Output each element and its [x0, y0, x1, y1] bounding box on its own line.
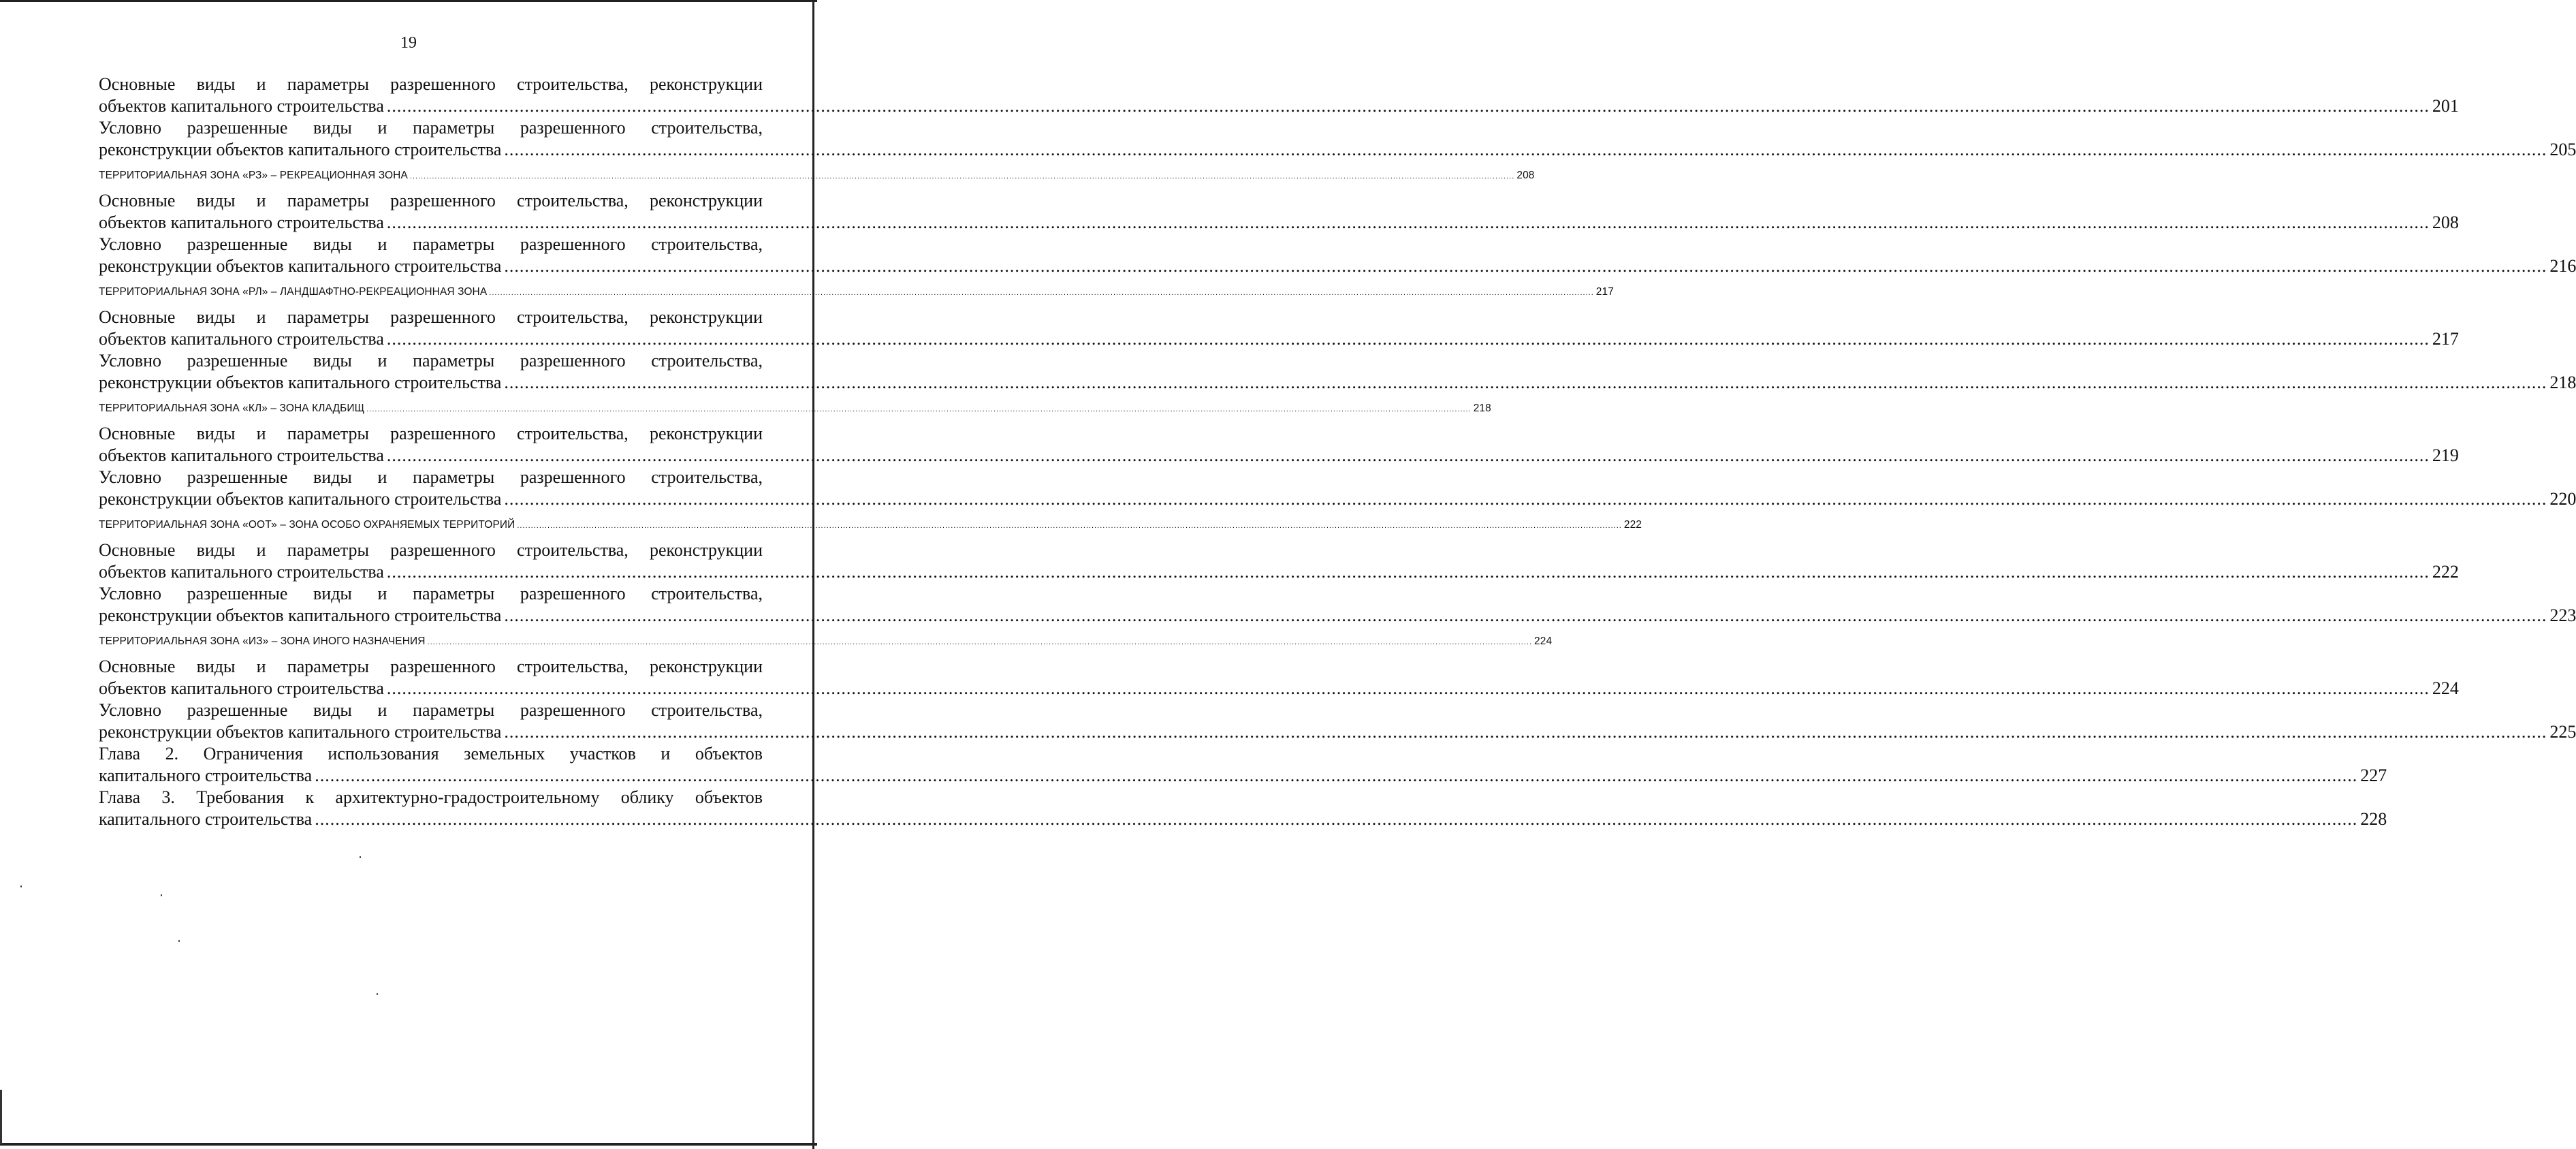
toc-dot-leader: ................................................................................................................................................................................................................................................................................................................................................................................................................ [504, 722, 2547, 742]
toc-zone-title: ТЕРРИТОРИАЛЬНАЯ ЗОНА «РЗ» – РЕКРЕАЦИОННАЯ ЗОНА [99, 170, 408, 181]
toc-entry-title-line2-row [99, 328, 2459, 350]
toc-page-number: 217 [1595, 286, 1614, 298]
toc-entry-title-line2: реконструкции объектов капитального строительства [99, 605, 502, 625]
toc-entry-title-line2-row [99, 445, 2459, 467]
toc-entry-title-line2-row [99, 372, 2576, 394]
toc-entry[interactable] [99, 583, 2576, 627]
toc-page-number: 208 [2432, 213, 2459, 232]
toc-entry-title-line1: Условно разрешенные виды и параметры разрешенного строительства, [99, 700, 763, 720]
toc-page-number: 218 [1473, 403, 1491, 414]
toc-entry-title-line2-row [99, 488, 2576, 510]
toc-entry-title-line1: Основные виды и параметры разрешенного строительства, реконструкции [99, 657, 763, 676]
toc-entry[interactable] [99, 656, 2459, 699]
toc-zone-heading[interactable] [99, 518, 1642, 533]
toc-dot-leader: ................................................................................................................................................................................................................................................................................................................................................................................................................ [489, 289, 1594, 297]
toc-entry-title-line2-row [99, 765, 2387, 787]
scan-speck [161, 894, 162, 896]
toc-dot-leader: ................................................................................................................................................................................................................................................................................................................................................................................................................ [517, 522, 1622, 530]
toc-page-number: 228 [2360, 809, 2387, 829]
toc-entry[interactable] [99, 350, 2576, 394]
toc-entry-title-line1: Основные виды и параметры разрешенного строительства, реконструкции [99, 74, 763, 94]
toc-page-number: 208 [1516, 170, 1535, 181]
scan-speck [377, 993, 378, 995]
toc-entry-title-line2: реконструкции объектов капитального строительства [99, 140, 502, 159]
toc-entry[interactable] [99, 423, 2459, 467]
toc-dot-leader: ................................................................................................................................................................................................................................................................................................................................................................................................................ [504, 140, 2547, 159]
toc-entry-title-line2-row [99, 678, 2459, 699]
toc-entry-title-line1: Основные виды и параметры разрешенного строительства, реконструкции [99, 307, 763, 327]
toc-dot-leader: ................................................................................................................................................................................................................................................................................................................................................................................................................ [386, 678, 2430, 698]
scan-border-top [0, 0, 817, 2]
toc-dot-leader: ................................................................................................................................................................................................................................................................................................................................................................................................................ [504, 489, 2547, 509]
toc-entry-title-line2: объектов капитального строительства [99, 96, 384, 116]
toc-entry-title-line1: Условно разрешенные виды и параметры разрешенного строительства, [99, 467, 763, 487]
toc-dot-leader: ................................................................................................................................................................................................................................................................................................................................................................................................................ [315, 809, 2358, 829]
scan-speck [178, 940, 180, 942]
toc-entry-title-line2-row [99, 561, 2459, 583]
toc-page-number: 217 [2432, 329, 2459, 349]
toc-entry[interactable] [99, 539, 2459, 583]
toc-entry[interactable] [99, 74, 2459, 117]
toc-zone-title: ТЕРРИТОРИАЛЬНАЯ ЗОНА «ООТ» – ЗОНА ОСОБО ОХРАНЯЕМЫХ ТЕРРИТОРИЙ [99, 519, 515, 531]
toc-page-number: 220 [2549, 489, 2576, 509]
toc-entry[interactable] [99, 787, 2387, 830]
toc-zone-heading[interactable] [99, 169, 1535, 183]
toc-zone-heading[interactable] [99, 402, 1491, 416]
toc-entry-title-line1: Глава 3. Требования к архитектурно-градостроительному облику объектов [99, 787, 763, 807]
scan-speck [360, 856, 361, 858]
toc-entry-title-line1: Основные виды и параметры разрешенного строительства, реконструкции [99, 191, 763, 210]
toc-entry-title-line1: Условно разрешенные виды и параметры разрешенного строительства, [99, 584, 763, 603]
scan-speck [20, 885, 22, 887]
toc-dot-leader: ................................................................................................................................................................................................................................................................................................................................................................................................................ [386, 445, 2430, 465]
toc-entry-title-line1: Условно разрешенные виды и параметры разрешенного строительства, [99, 234, 763, 254]
toc-entry-title-line2-row [99, 212, 2459, 234]
toc-entry-title-line2-row [99, 255, 2576, 277]
toc-entry-title-line2: капитального строительства [99, 809, 313, 829]
toc-page-number: 222 [2432, 562, 2459, 582]
toc-dot-leader: ................................................................................................................................................................................................................................................................................................................................................................................................................ [504, 256, 2547, 276]
toc-dot-leader: ................................................................................................................................................................................................................................................................................................................................................................................................................ [386, 562, 2430, 582]
toc-dot-leader: ................................................................................................................................................................................................................................................................................................................................................................................................................ [386, 213, 2430, 232]
toc-entry-title-line2: реконструкции объектов капитального строительства [99, 489, 502, 509]
scan-border-bottom [0, 1143, 817, 1146]
toc-entry-title-line1: Условно разрешенные виды и параметры разрешенного строительства, [99, 118, 763, 138]
toc-zone-heading[interactable] [99, 285, 1614, 300]
toc-entry-title-line2: объектов капитального строительства [99, 445, 384, 465]
toc-entry-title-line2-row [99, 95, 2459, 117]
toc-entry-title-line1: Основные виды и параметры разрешенного строительства, реконструкции [99, 424, 763, 443]
toc-entry-title-line2: объектов капитального строительства [99, 213, 384, 232]
toc-entry[interactable] [99, 117, 2576, 161]
toc-entry-title-line2: реконструкции объектов капитального строительства [99, 256, 502, 276]
toc-dot-leader: ................................................................................................................................................................................................................................................................................................................................................................................................................ [409, 172, 1515, 180]
toc-entry[interactable] [99, 234, 2576, 277]
page-number: 19 [400, 34, 417, 52]
toc-entry-title-line2-row [99, 139, 2576, 161]
toc-entry-title-line2: объектов капитального строительства [99, 678, 384, 698]
toc-dot-leader: ................................................................................................................................................................................................................................................................................................................................................................................................................ [386, 96, 2430, 116]
toc-page-number: 227 [2360, 766, 2387, 785]
toc-dot-leader: ................................................................................................................................................................................................................................................................................................................................................................................................................ [386, 329, 2430, 349]
toc-entry-title-line2-row [99, 605, 2576, 627]
toc-page-number: 222 [1623, 519, 1642, 531]
toc-page-number: 224 [2432, 678, 2459, 698]
toc-page-number: 219 [2432, 445, 2459, 465]
toc-entry-title-line2: объектов капитального строительства [99, 329, 384, 349]
toc-dot-leader: ................................................................................................................................................................................................................................................................................................................................................................................................................ [504, 605, 2547, 625]
toc-entry[interactable] [99, 306, 2459, 350]
toc-entry-title-line2: реконструкции объектов капитального строительства [99, 722, 502, 742]
toc-page-number: 216 [2549, 256, 2576, 276]
toc-dot-leader: ................................................................................................................................................................................................................................................................................................................................................................................................................ [504, 373, 2547, 392]
toc-entry[interactable] [99, 190, 2459, 234]
toc-dot-leader: ................................................................................................................................................................................................................................................................................................................................................................................................................ [427, 638, 1533, 646]
toc-entry-title-line2: объектов капитального строительства [99, 562, 384, 582]
toc-entry-title-line2-row [99, 721, 2576, 743]
toc-entry-title-line1: Глава 2. Ограничения использования земельных участков и объектов [99, 744, 763, 764]
toc-entry[interactable] [99, 699, 2576, 743]
toc-entry-title-line1: Условно разрешенные виды и параметры разрешенного строительства, [99, 351, 763, 371]
scan-border-left [0, 1090, 2, 1144]
toc-page-number: 223 [2549, 605, 2576, 625]
toc-entry[interactable] [99, 743, 2387, 787]
toc-entry-title-line2: реконструкции объектов капитального строительства [99, 373, 502, 392]
toc-entry-title-line2-row [99, 808, 2387, 830]
toc-zone-heading[interactable] [99, 635, 1553, 649]
toc-page-number: 218 [2549, 373, 2576, 392]
toc-zone-title: ТЕРРИТОРИАЛЬНАЯ ЗОНА «РЛ» – ЛАНДШАФТНО-РЕКРЕАЦИОННАЯ ЗОНА [99, 286, 488, 298]
toc-dot-leader: ................................................................................................................................................................................................................................................................................................................................................................................................................ [366, 405, 1472, 413]
table-of-contents [99, 74, 2576, 830]
toc-page-number: 225 [2549, 722, 2576, 742]
toc-zone-title: ТЕРРИТОРИАЛЬНАЯ ЗОНА «ИЗ» – ЗОНА ИНОГО НАЗНАЧЕНИЯ [99, 635, 426, 647]
toc-dot-leader: ................................................................................................................................................................................................................................................................................................................................................................................................................ [315, 766, 2358, 785]
toc-entry-title-line1: Основные виды и параметры разрешенного строительства, реконструкции [99, 540, 763, 560]
toc-page-number: 224 [1534, 635, 1553, 647]
toc-entry[interactable] [99, 467, 2576, 510]
toc-entry-title-line2: капитального строительства [99, 766, 313, 785]
toc-page-number: 205 [2549, 140, 2576, 159]
toc-page-number: 201 [2432, 96, 2459, 116]
toc-zone-title: ТЕРРИТОРИАЛЬНАЯ ЗОНА «КЛ» – ЗОНА КЛАДБИЩ [99, 403, 365, 414]
